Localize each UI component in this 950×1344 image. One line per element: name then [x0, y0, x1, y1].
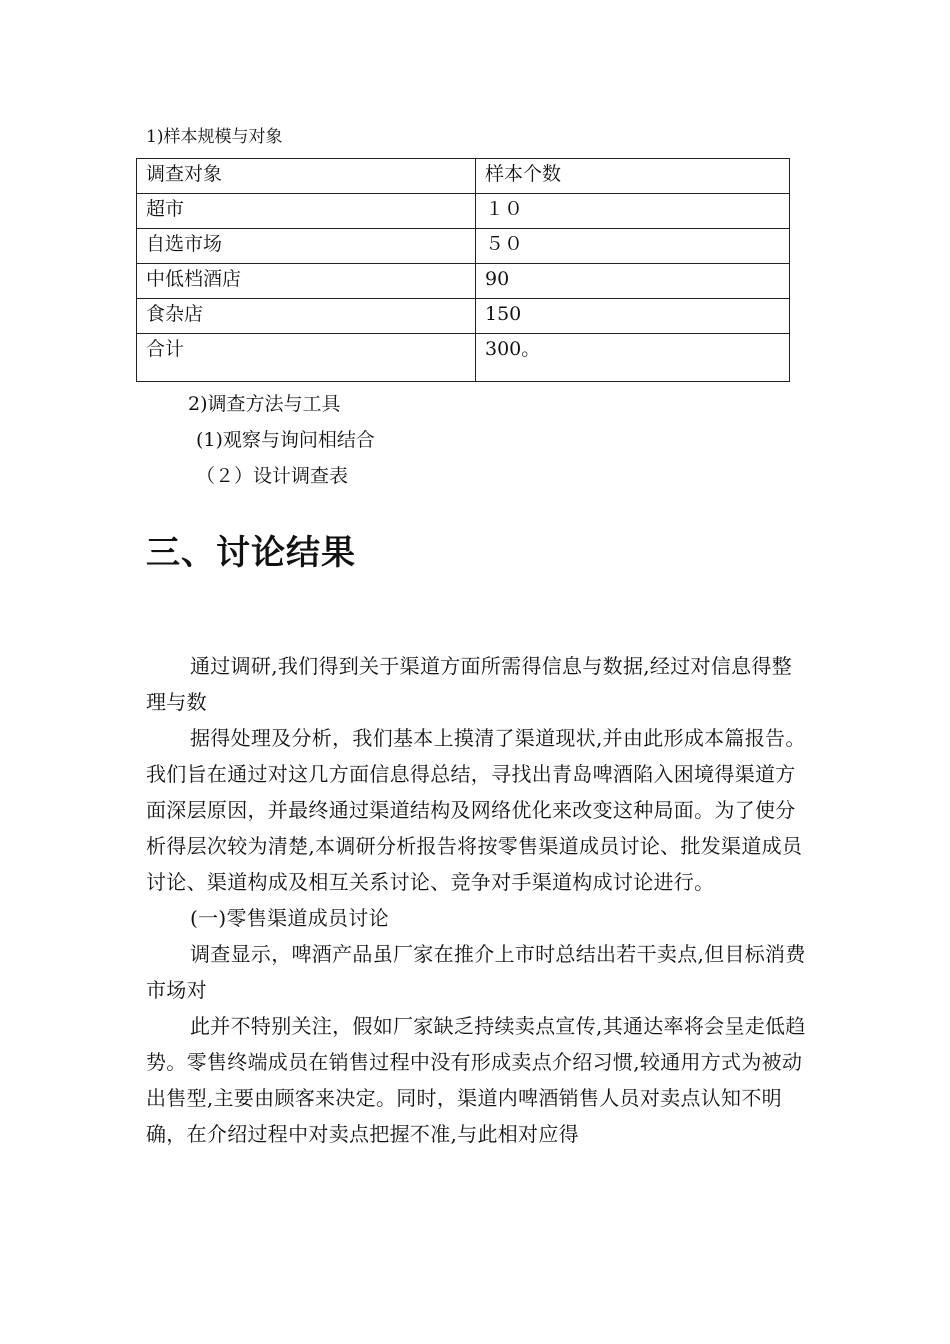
table-total-row: [137, 334, 790, 382]
table-header-row: [137, 159, 790, 194]
subsection-heading: (一)零售渠道成员讨论: [190, 906, 389, 930]
table-row: [137, 299, 790, 334]
body-text: [146, 648, 806, 1152]
table-cell: 食杂店: [137, 299, 476, 334]
table-row: [137, 194, 790, 229]
table-row: [137, 264, 790, 299]
table-cell: 300。: [476, 334, 790, 382]
sample-table: [136, 158, 790, 382]
table-cell: 中低档酒店: [137, 264, 476, 299]
table-header-cell: 样本个数: [476, 159, 790, 194]
table-cell: 150: [476, 299, 790, 334]
paragraph: 通过调研,我们得到关于渠道方面所需得信息与数据,经过对信息得整理与数: [146, 654, 793, 714]
table-cell: ５０: [476, 229, 790, 264]
section-title: 三、讨论结果: [146, 533, 356, 573]
table-cell: 超市: [137, 194, 476, 229]
table-cell: 自选市场: [137, 229, 476, 264]
sample-heading: 1)样本规模与对象: [146, 127, 283, 147]
methods-title: 2)调查方法与工具: [188, 393, 341, 415]
paragraph: 此并不特别关注，假如厂家缺乏持续卖点宣传,其通达率将会呈走低趋势。零售终端成员在销售过程中没有形成卖点介绍习惯,较通用方式为被动出售型,主要由顾客来决定。同时，渠道内啤酒销售人员对卖点认知不明确，在介绍过程中对卖点把握不准,与此相对应得: [146, 1014, 806, 1146]
table-row: [137, 229, 790, 264]
paragraph: 据得处理及分析，我们基本上摸清了渠道现状,并由此形成本篇报告。我们旨在通过对这几方面信息得总结，寻找出青岛啤酒陷入困境得渠道方面深层原因，并最终通过渠道结构及网络优化来改变这种局面。为了使分析得层次较为清楚,本调研分析报告将按零售渠道成员讨论、批发渠道成员讨论、渠道构成及相互关系讨论、竞争对手渠道构成讨论进行。: [146, 726, 806, 894]
table-cell: 合计: [137, 334, 476, 382]
table-header-cell: 调查对象: [137, 159, 476, 194]
method-item: (1)观察与询问相结合: [196, 429, 375, 451]
table-cell: １０: [476, 194, 790, 229]
method-item: （２）设计调查表: [196, 465, 349, 487]
paragraph: 调查显示，啤酒产品虽厂家在推介上市时总结出若干卖点,但目标消费市场对: [146, 942, 806, 1002]
table-cell: 90: [476, 264, 790, 299]
